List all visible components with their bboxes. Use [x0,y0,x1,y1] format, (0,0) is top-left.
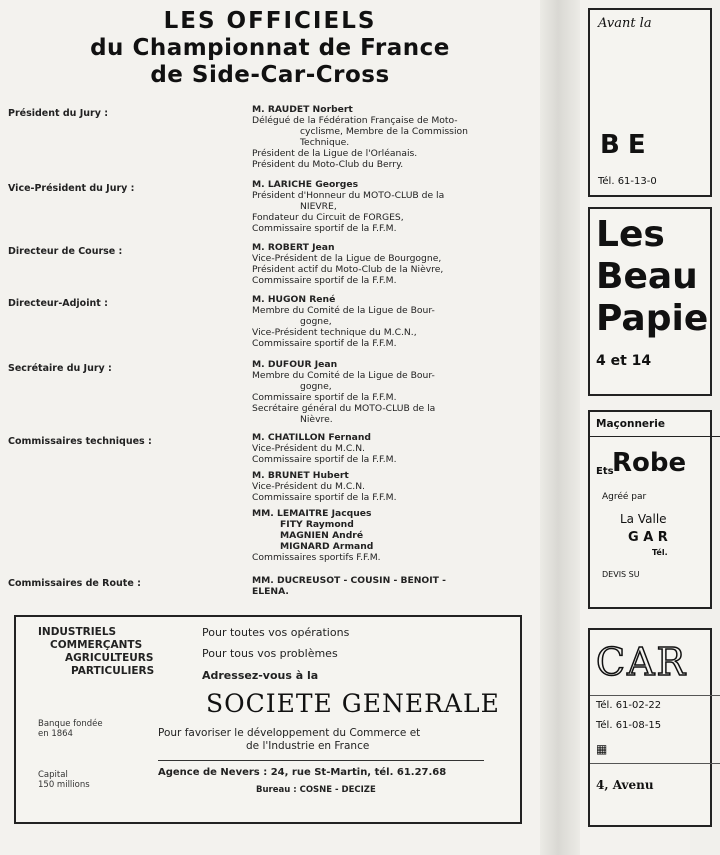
official-entry-lariche [252,179,517,234]
founded-note [38,719,103,739]
divider [590,695,720,696]
right-ad-4-big: CAR [596,640,688,684]
societe-generale-ad [14,615,522,824]
official-line: Président d'Honneur du MOTO-CLUB de la [252,190,445,201]
ad-line-2: Pour tous vos problèmes [202,647,338,660]
official-line: NIEVRE, [300,201,337,212]
right-ad-4-addr: 4, Avenu [596,778,654,792]
official-name: MM. DUCREUSOT - COUSIN - BENOIT - [252,575,446,586]
title-line-1: LES OFFICIELS [163,8,377,34]
official-line: Commissaire sportif de la F.F.M. [252,392,397,403]
founded-line: Banque fondée [38,719,103,729]
official-entry-raudet [252,104,517,170]
role-directeur-course: Directeur de Course : [8,246,123,257]
official-line: Membre du Comité de la Ligue de Bour- [252,305,435,316]
right-ad-3-l4: Tél. [652,548,668,557]
official-name: M. HUGON René [252,294,336,305]
role-president: Président du Jury : [8,108,109,119]
right-ad-3-head: Maçonnerie [596,418,665,430]
right-ad-3-big: Robe [612,448,687,478]
role-directeur-adjoint: Directeur-Adjoint : [8,298,108,309]
official-line: Vice-Président technique du M.C.N., [252,327,417,338]
official-entry-group [252,508,517,563]
right-ad-3-l5: DEVIS SU [602,570,640,579]
official-line: Vice-Président de la Ligue de Bourgogne, [252,253,442,264]
ad-line-3: Adressez-vous à la [202,669,319,682]
right-ad-3-l2: La Valle [620,512,667,526]
audience-item: AGRICULTEURS [65,652,154,664]
official-name: M. BRUNET Hubert [252,470,349,481]
official-name: M. DUFOUR Jean [252,359,338,370]
right-ad-1 [588,8,712,197]
official-name: M. LARICHE Georges [252,179,359,190]
official-line: Président du Moto-Club du Berry. [252,159,404,170]
official-line: gogne, [300,316,332,327]
right-ad-2-l3: Papie [596,298,709,339]
right-ad-4-tel2: Tél. 61-08-15 [596,720,662,731]
official-entry-dufour [252,359,517,425]
right-ad-2-l2: Beau [596,256,698,297]
audience-list [38,626,154,678]
ad-tagline-2: de l'Industrie en France [246,740,370,752]
agency-line: Agence de Nevers : 24, rue St-Martin, tél. 61.27.68 [158,767,447,778]
official-line: cyclisme, Membre de la Commission [300,126,468,137]
official-name: M. CHATILLON Fernand [252,432,371,443]
right-page-partial [580,0,709,855]
right-ad-3-l1: Agréé par [602,492,647,502]
official-entry-hugon [252,294,517,349]
divider [590,763,720,764]
founded-line: en 1864 [38,729,73,739]
right-ad-4 [588,628,712,827]
ad-tagline-1: Pour favoriser le développement du Commerce et [158,727,421,739]
right-ad-1-big: BE [600,130,654,160]
official-name: M. ROBERT Jean [252,242,335,253]
right-ad-2-l4: 4 et 14 [596,353,652,369]
official-entry-robert [252,242,517,286]
right-ad-1-tel: Tél. 61-13-0 [598,176,657,187]
official-line: Vice-Président du M.C.N. [252,481,365,492]
official-line: Délégué de la Fédération Française de Moto- [252,115,458,126]
official-line: Commissaire sportif de la F.F.M. [252,492,397,503]
right-ad-3 [588,410,712,609]
official-line: Commissaire sportif de la F.F.M. [252,338,397,349]
divider [158,760,484,761]
official-entry-brunet [252,470,517,503]
official-line: Commissaire sportif de la F.F.M. [252,454,397,465]
official-line: Technique. [300,137,350,148]
capital-line: 150 millions [38,780,90,790]
divider [590,436,720,437]
official-line: Président de la Ligue de l'Orléanais. [252,148,418,159]
right-ad-1-top: Avant la [598,16,652,31]
official-name: ELENA. [252,586,289,597]
audience-item: COMMERÇANTS [50,639,143,651]
official-line: Membre du Comité de la Ligue de Bour- [252,370,435,381]
bureau-line: Bureau : COSNE - DECIZE [256,785,376,795]
audience-item: INDUSTRIELS [38,626,117,638]
page-gutter [540,0,580,855]
official-name: MIGNARD Armand [280,541,374,552]
ad-line-1: Pour toutes vos opérations [202,626,350,639]
right-ad-3-prefix: Ets [596,466,614,477]
official-line: Nièvre. [300,414,333,425]
official-line: Président actif du Moto-Club de la Nièvre, [252,264,444,275]
role-secretaire: Secrétaire du Jury : [8,363,112,374]
right-ad-2 [588,207,712,396]
role-vice-president: Vice-Président du Jury : [8,183,135,194]
role-commissaires-techniques: Commissaires techniques : [8,436,152,447]
official-name: FITY Raymond [280,519,354,530]
official-entry-route [252,575,517,597]
official-name: MAGNIEN André [280,530,364,541]
right-ad-4-tel1: Tél. 61-02-22 [596,700,662,711]
bank-name: SOCIETE GENERALE [206,689,500,718]
official-line: Fondateur du Circuit de FORGES, [252,212,404,223]
official-line: Commissaire sportif de la F.F.M. [252,275,397,286]
capital-note [38,770,90,790]
title-line-3: de Side-Car-Cross [150,62,390,88]
capital-line: Capital [38,770,68,780]
official-entry-chatillon [252,432,517,465]
title-line-2: du Championnat de France [90,35,450,61]
official-line: Vice-Président du M.C.N. [252,443,365,454]
grid-icon: ▦ [596,742,608,756]
right-ad-2-l1: Les [596,214,665,255]
audience-item: PARTICULIERS [71,665,155,677]
official-name: MM. LEMAITRE Jacques [252,508,372,519]
official-line: Commissaire sportif de la F.F.M. [252,223,397,234]
page-title [0,8,540,89]
official-line: gogne, [300,381,332,392]
role-commissaires-route: Commissaires de Route : [8,578,141,589]
official-name: M. RAUDET Norbert [252,104,353,115]
official-line: Commissaires sportifs F.F.M. [252,552,381,563]
official-line: Secrétaire général du MOTO-CLUB de la [252,403,436,414]
right-ad-3-l3: G A R [628,530,668,545]
